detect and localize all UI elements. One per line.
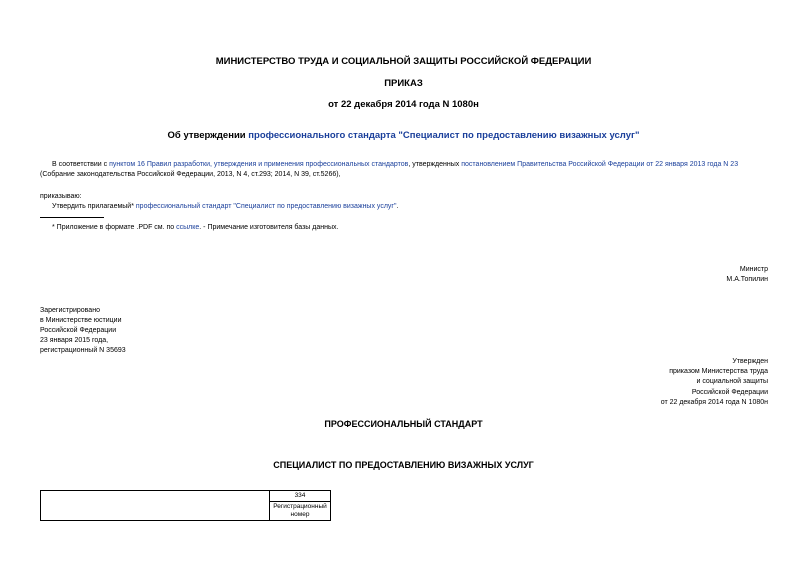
approved-line: приказом Министерства труда — [669, 368, 768, 375]
registration-number-label — [270, 502, 331, 521]
standard-link[interactable]: профессиональный стандарт "Специалист по предоставлению визажных услуг" — [135, 203, 397, 210]
order-date: от 22 декабря 2014 года N 1080н — [328, 99, 479, 110]
standard-name: СПЕЦИАЛИСТ ПО ПРЕДОСТАВЛЕНИЮ ВИЗАЖНЫХ УСЛУГ — [273, 460, 534, 470]
decree-link[interactable]: постановлением Правительства Российской Федерации от 22 января 2013 года N 23 — [461, 161, 739, 168]
registration-line: регистрационный N 35693 — [40, 347, 126, 354]
label-line-2: номер — [290, 511, 310, 518]
orders-text: приказываю: — [40, 193, 82, 200]
registration-line: Зарегистрировано — [40, 307, 100, 314]
approved-line: Утвержден — [732, 358, 768, 365]
preamble-text-start: В соответствии с — [52, 161, 110, 168]
approve-suffix: . — [396, 203, 399, 210]
footnote-divider — [40, 217, 104, 218]
subject-prefix: Об утверждении — [167, 130, 249, 141]
approved-line: от 22 декабря 2014 года N 1080н — [660, 399, 768, 406]
label-line-1: Регистрационный — [273, 503, 327, 510]
registration-line: 23 января 2015 года, — [40, 337, 109, 344]
footnote-prefix: * Приложение в формате .PDF см. по — [52, 224, 177, 231]
preamble-line-1 — [52, 160, 738, 169]
order-subject — [0, 130, 807, 141]
preamble-line-2: (Собрание законодательства Российской Федерации, 2013, N 4, ст.293; 2014, N 39, ст.5266), — [40, 171, 341, 178]
registration-line: Российской Федерации — [40, 327, 117, 334]
signature-name: М.А.Топилин — [726, 276, 768, 283]
subject-link[interactable]: профессионального стандарта "Специалист по предоставлению визажных услуг" — [248, 130, 640, 141]
registration-number: 334 — [270, 491, 331, 502]
footnote-suffix: . - Примечание изготовителя базы данных. — [199, 224, 339, 231]
registration-line: в Министерстве юстиции — [40, 317, 122, 324]
registration-number-table — [40, 490, 331, 521]
approve-line — [52, 202, 398, 211]
rules-link[interactable]: пунктом 16 Правил разработки, утверждения и применения профессиональных стандартов — [109, 161, 409, 168]
order-title: ПРИКАЗ — [384, 78, 423, 89]
footnote — [52, 223, 338, 232]
approve-prefix: Утвердить прилагаемый* — [52, 203, 136, 210]
standard-title: ПРОФЕССИОНАЛЬНЫЙ СТАНДАРТ — [324, 419, 483, 429]
pdf-link[interactable]: ссылке — [176, 224, 200, 231]
approved-line: и социальной защиты — [696, 378, 768, 385]
approved-line: Российской Федерации — [691, 389, 768, 396]
preamble-text-mid: , утвержденных — [408, 161, 462, 168]
signature-title: Министр — [739, 266, 768, 273]
ministry-title: МИНИСТЕРСТВО ТРУДА И СОЦИАЛЬНОЙ ЗАЩИТЫ РОССИЙСКОЙ ФЕДЕРАЦИИ — [215, 56, 592, 67]
table-empty-cell — [41, 491, 270, 521]
